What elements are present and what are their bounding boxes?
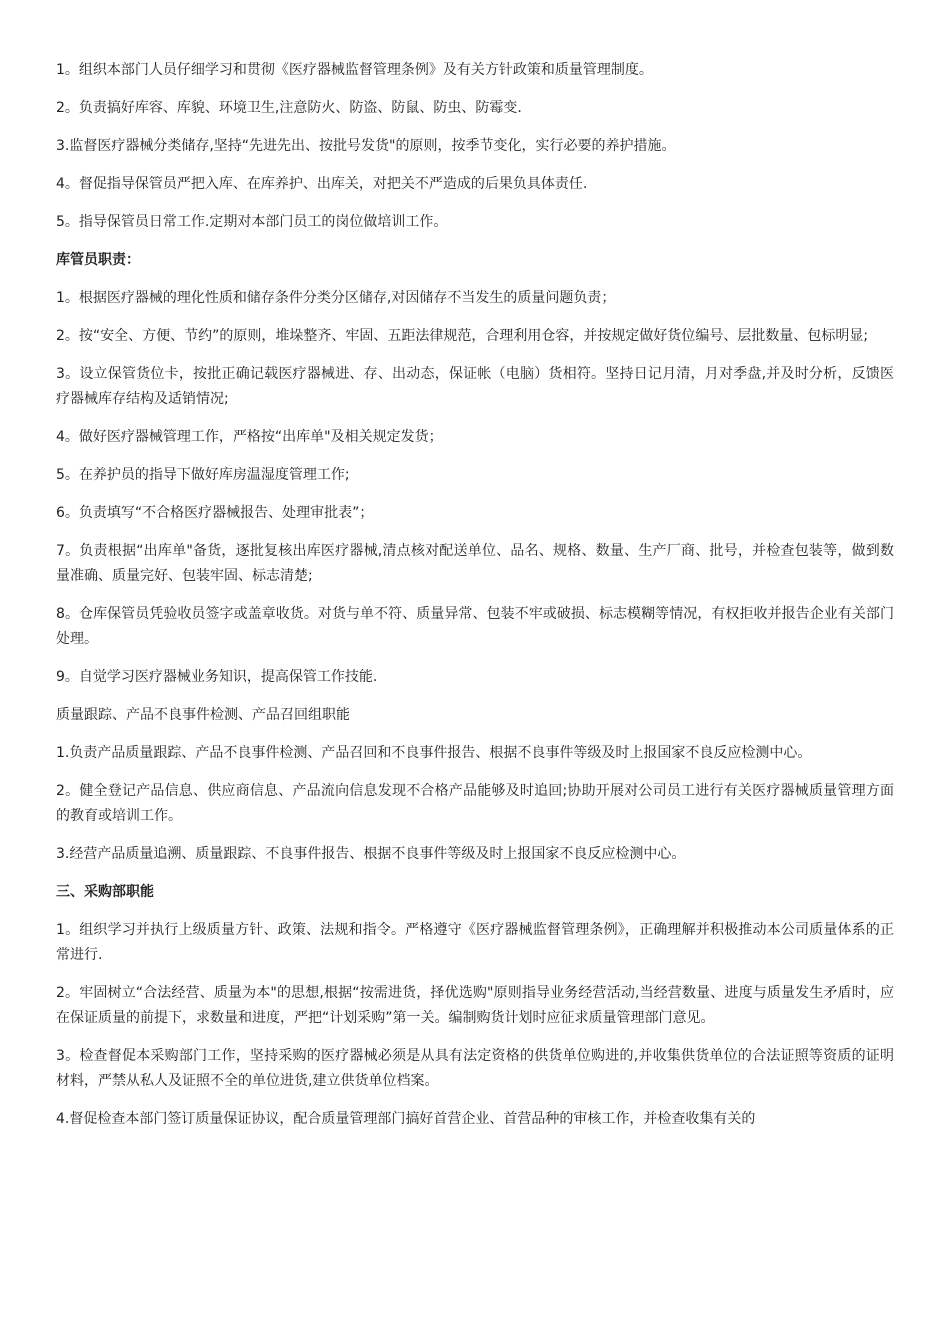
paragraph: 9。自觉学习医疗器械业务知识，提高保管工作技能. bbox=[56, 669, 378, 685]
paragraph: 1。组织本部门人员仔细学习和贯彻《医疗器械监督管理条例》及有关方针政策和质量管理制度。 bbox=[56, 62, 653, 78]
paragraph: 5。指导保管员日常工作.定期对本部门员工的岗位做培训工作。 bbox=[56, 214, 448, 230]
paragraph: 3.经营产品质量追溯、质量跟踪、不良事件报告、根据不良事件等级及时上报国家不良反应检测中心。 bbox=[56, 846, 686, 862]
paragraph: 4.督促检查本部门签订质量保证协议，配合质量管理部门搞好首营企业、首营品种的审核工作，并检查收集有关的 bbox=[56, 1111, 756, 1127]
paragraph: 2。按“安全、方便、节约”的原则，堆垛整齐、牢固、五距法律规范，合理利用仓容，并按规定做好货位编号、层批数量、包标明显; bbox=[56, 328, 869, 344]
paragraph: 2。牢固树立“合法经营、质量为本"的思想,根据“按需进货，择优选购"原则指导业务经营活动,当经营数量、进度与质量发生矛盾时，应在保证质量的前提下，求数量和进度，严把“计划采购”第一关。编制购货计划时应征求质量管理部门意见。 bbox=[56, 985, 894, 1026]
paragraph: 1。根据医疗器械的理化性质和储存条件分类分区储存,对因储存不当发生的质量问题负责； bbox=[56, 290, 616, 306]
paragraph: 4。督促指导保管员严把入库、在库养护、出库关，对把关不严造成的后果负具体责任. bbox=[56, 176, 588, 192]
paragraph: 3。检查督促本采购部门工作，坚持采购的医疗器械必须是从具有法定资格的供货单位购进的,并收集供货单位的合法证照等资质的证明材料，严禁从私人及证照不全的单位进货,建立供货单位档案。 bbox=[56, 1048, 894, 1089]
paragraph: 3.监督医疗器械分类储存,坚持“先进先出、按批号发货"的原则，按季节变化，实行必要的养护措施。 bbox=[56, 138, 676, 154]
paragraph: 5。在养护员的指导下做好库房温湿度管理工作; bbox=[56, 467, 350, 483]
paragraph: 8。仓库保管员凭验收员签字或盖章收货。对货与单不符、质量异常、包装不牢或破损、标志模糊等情况，有权拒收并报告企业有关部门处理。 bbox=[56, 606, 894, 647]
paragraph: 2。健全登记产品信息、供应商信息、产品流向信息发现不合格产品能够及时追回;协助开展对公司员工进行有关医疗器械质量管理方面的教育或培训工作。 bbox=[56, 783, 894, 824]
paragraph: 1。组织学习并执行上级质量方针、政策、法规和指令。严格遵守《医疗器械监督管理条例》，正确理解并积极推动本公司质量体系的正常进行. bbox=[56, 922, 894, 963]
section-title: 质量跟踪、产品不良事件检测、产品召回组职能 bbox=[56, 707, 350, 723]
paragraph: 1.负责产品质量跟踪、产品不良事件检测、产品召回和不良事件报告、根据不良事件等级及时上报国家不良反应检测中心。 bbox=[56, 745, 812, 761]
paragraph: 3。设立保管货位卡，按批正确记载医疗器械进、存、出动态，保证帐（电脑）货相符。坚持日记月清，月对季盘,并及时分析，反馈医疗器械库存结构及适销情况; bbox=[56, 366, 894, 407]
paragraph: 4。做好医疗器械管理工作，严格按“出库单"及相关规定发货； bbox=[56, 429, 443, 445]
document-page bbox=[56, 58, 894, 1145]
paragraph: 7。负责根据“出库单"备货，逐批复核出库医疗器械,清点核对配送单位、品名、规格、数量、生产厂商、批号，并检查包装等，做到数量准确、质量完好、包装牢固、标志清楚; bbox=[56, 543, 894, 584]
paragraph: 6。负责填写“不合格医疗器械报告、处理审批表”； bbox=[56, 505, 374, 521]
section-heading: 三、采购部职能 bbox=[56, 884, 154, 900]
paragraph: 2。负责搞好库容、库貌、环境卫生,注意防火、防盗、防鼠、防虫、防霉变. bbox=[56, 100, 522, 116]
section-heading: 库管员职责： bbox=[56, 252, 140, 268]
